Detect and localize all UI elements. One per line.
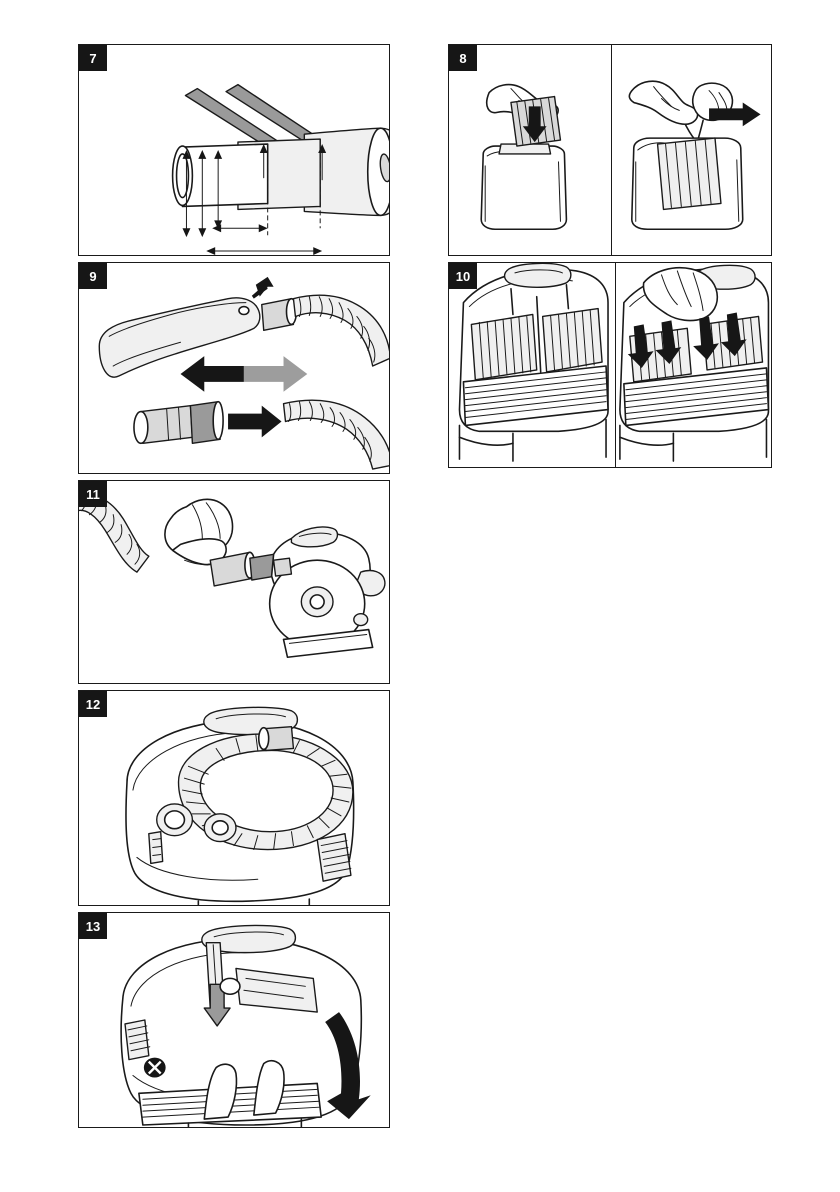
figure-number-13: 13: [79, 913, 107, 939]
hose-inlet: [259, 727, 294, 751]
filter-slot-left: [471, 314, 536, 379]
figure-number-9: 9: [79, 263, 107, 289]
hose-stored-around-vacuum-head: [79, 691, 389, 905]
flat-pleated-filter-installation: [449, 263, 771, 467]
horizontal-dimension-arrows: [206, 224, 322, 255]
figure-panel-10: [448, 262, 772, 468]
rod-group: [185, 85, 320, 148]
figure-number-11: 11: [79, 481, 107, 507]
figure-number-7: 7: [79, 45, 107, 71]
hand: [165, 499, 233, 564]
figure-panel-12: [78, 690, 390, 906]
screw-marker: [144, 1058, 166, 1078]
suction-tube-dimension-diagram: [79, 45, 389, 255]
subpanel-8a: [481, 85, 566, 230]
adapter-insert-arrow: [228, 406, 281, 438]
corrugated-hose-top: [293, 295, 389, 366]
hose-to-power-tool-connection: [79, 481, 389, 683]
hose-adapter-fitting: [134, 402, 223, 444]
bent-suction-handle: [99, 298, 260, 377]
filter-bag-insertion-diagram: [449, 45, 771, 255]
air-regulation-hole: [239, 307, 249, 315]
figure-panel-8: [448, 44, 772, 256]
figure-panel-7: [78, 44, 390, 256]
bent-handle-hose-assembly: [79, 263, 389, 473]
figure-panel-9: [78, 262, 390, 474]
insert-direction-arrows: [181, 356, 308, 392]
side-vent-left: [125, 1020, 150, 1060]
power-tool: [270, 527, 385, 657]
figure-panel-13: [78, 912, 390, 1128]
subpanel-8b: [629, 81, 760, 229]
subpanel-10b: [620, 265, 769, 461]
side-vent: [317, 834, 351, 882]
subpanel-10a: [459, 263, 608, 461]
handle-coupler: [262, 299, 297, 331]
corrugated-hose-lower: [284, 400, 389, 469]
figure-number-10: 10: [449, 263, 477, 289]
figure-number-12: 12: [79, 691, 107, 717]
vacuum-head-latch-release: [79, 913, 389, 1127]
filter-slot-right: [543, 309, 602, 372]
figure-panel-11: [78, 480, 390, 684]
figure-number-8: 8: [449, 45, 477, 71]
